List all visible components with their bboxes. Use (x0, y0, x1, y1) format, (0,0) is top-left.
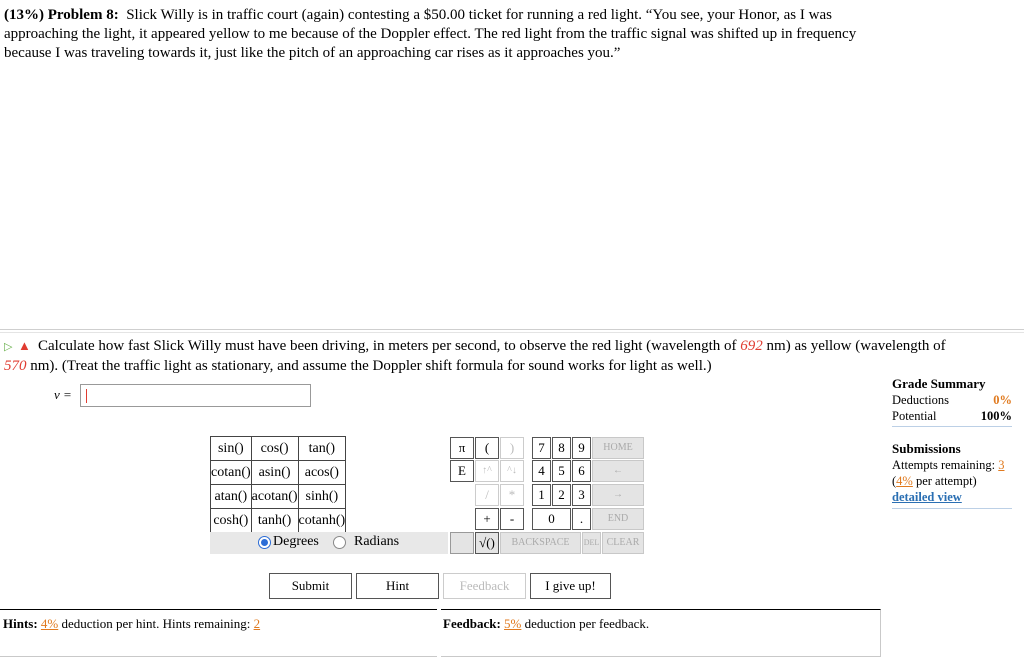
feedback-label: Feedback: (443, 616, 501, 631)
problem-line-1: Slick Willy is in traffic court (again) contesting a $50.00 ticket for running a red light. “You see, your Honor, as I was (126, 7, 832, 23)
text-caret (86, 389, 87, 403)
backspace-key[interactable]: BACKSPACE (500, 532, 581, 554)
potential-value: 100% (980, 409, 1012, 423)
hints-deduction-pct: 4% (40, 616, 59, 631)
key-7[interactable]: 7 (532, 437, 551, 459)
key-3[interactable]: 3 (572, 484, 591, 506)
yellow-wavelength: 570 (4, 358, 27, 374)
problem-statement (4, 6, 1014, 63)
decimal-key[interactable]: . (572, 508, 591, 530)
key-2[interactable]: 2 (552, 484, 571, 506)
question-text-2: nm) as yellow (wavelength of (762, 338, 946, 354)
feedback-bar (441, 609, 881, 657)
submissions-title: Submissions (892, 441, 961, 456)
angle-units (210, 532, 448, 554)
up-key[interactable]: ↑^ (475, 460, 499, 482)
per-attempt-pct: 4% (896, 474, 913, 488)
attempts-row (892, 457, 1012, 473)
feedback-deduction-pct: 5% (504, 616, 522, 631)
divider-2 (892, 508, 1012, 509)
hints-text: deduction per hint. Hints remaining: (58, 616, 254, 631)
problem-line-3: because I was traveling towards it, just like the pitch of an approaching car rises as it approaches you.” (4, 45, 621, 61)
cotan-button[interactable]: cotan() (211, 461, 252, 485)
right-paren-key[interactable]: ) (500, 437, 524, 459)
key-4[interactable]: 4 (532, 460, 551, 482)
key-9[interactable]: 9 (572, 437, 591, 459)
hints-bar (0, 609, 437, 657)
attempts-label: Attempts remaining: (892, 458, 999, 472)
deductions-row (892, 392, 1012, 408)
sqrt-key[interactable]: √() (475, 532, 499, 554)
home-key[interactable]: HOME (592, 437, 644, 459)
delete-key[interactable]: DEL (582, 532, 601, 554)
question-text (4, 336, 1014, 376)
divide-key[interactable]: / (475, 484, 499, 506)
divider (892, 426, 1012, 427)
blank-key (450, 532, 474, 554)
problem-line-2: approaching the light, it appeared yellow to me because of the Doppler effect. The red light from the traffic signal was shifted up in frequency (4, 26, 857, 42)
right-arrow-key[interactable]: → (592, 484, 644, 506)
radians-radio[interactable] (333, 536, 346, 549)
hints-label: Hints: (3, 616, 38, 631)
sin-button[interactable]: sin() (211, 437, 252, 461)
give-up-button[interactable]: I give up! (530, 573, 611, 599)
attempts-remaining: 3 (998, 458, 1005, 472)
minus-key[interactable]: - (500, 508, 524, 530)
key-1[interactable]: 1 (532, 484, 551, 506)
per-attempt-row: (4% per attempt) (892, 474, 977, 488)
feedback-text: deduction per feedback. (521, 616, 650, 631)
cosh-button[interactable]: cosh() (211, 509, 252, 533)
feedback-button[interactable]: Feedback (443, 573, 526, 599)
down-key[interactable]: ^↓ (500, 460, 524, 482)
left-arrow-key[interactable]: ← (592, 460, 644, 482)
question-text-1: Calculate how fast Slick Willy must have been driving, in meters per second, to observe the red light (wavelength of (38, 338, 741, 354)
potential-label: Potential (892, 409, 937, 423)
key-6[interactable]: 6 (572, 460, 591, 482)
left-paren-key[interactable]: ( (475, 437, 499, 459)
problem-number: (13%) Problem 8: (4, 7, 119, 23)
asin-button[interactable]: asin() (251, 461, 298, 485)
detailed-view-link[interactable]: detailed view (892, 490, 962, 504)
tanh-button[interactable]: tanh() (251, 509, 298, 533)
deductions-label: Deductions (892, 393, 949, 407)
hints-remaining: 2 (253, 616, 261, 631)
grade-summary (892, 376, 1012, 523)
acotan-button[interactable]: acotan() (251, 485, 298, 509)
cos-button[interactable]: cos() (251, 437, 298, 461)
answer-input[interactable] (80, 384, 311, 407)
sinh-button[interactable]: sinh() (298, 485, 346, 509)
tan-button[interactable]: tan() (298, 437, 346, 461)
radians-label: Radians (354, 534, 400, 549)
warning-icon: ▲ (18, 338, 31, 353)
cotanh-button[interactable]: cotanh() (298, 509, 346, 533)
plus-key[interactable]: + (475, 508, 499, 530)
pi-key[interactable]: π (450, 437, 474, 459)
red-wavelength: 692 (740, 338, 763, 354)
atan-button[interactable]: atan() (211, 485, 252, 509)
question-text-3: nm). (Treat the traffic light as stationary, and assume the Doppler shift formula for sound works for light as well.) (26, 358, 712, 374)
acos-button[interactable]: acos() (298, 461, 346, 485)
key-5[interactable]: 5 (552, 460, 571, 482)
key-0[interactable]: 0 (532, 508, 571, 530)
per-attempt-text: per attempt) (912, 474, 977, 488)
clear-key[interactable]: CLEAR (602, 532, 644, 554)
key-8[interactable]: 8 (552, 437, 571, 459)
play-icon[interactable]: ▷ (4, 341, 13, 353)
degrees-label: Degrees (273, 534, 319, 549)
degrees-radio[interactable] (258, 536, 271, 549)
grade-summary-title: Grade Summary (892, 376, 986, 391)
multiply-key[interactable]: * (500, 484, 524, 506)
potential-row (892, 408, 1012, 424)
hint-button[interactable]: Hint (356, 573, 439, 599)
answer-label: v = (54, 387, 72, 402)
end-key[interactable]: END (592, 508, 644, 530)
e-key[interactable]: E (450, 460, 474, 482)
function-table (210, 436, 346, 533)
submit-button[interactable]: Submit (269, 573, 352, 599)
deductions-value: 0% (993, 393, 1012, 407)
